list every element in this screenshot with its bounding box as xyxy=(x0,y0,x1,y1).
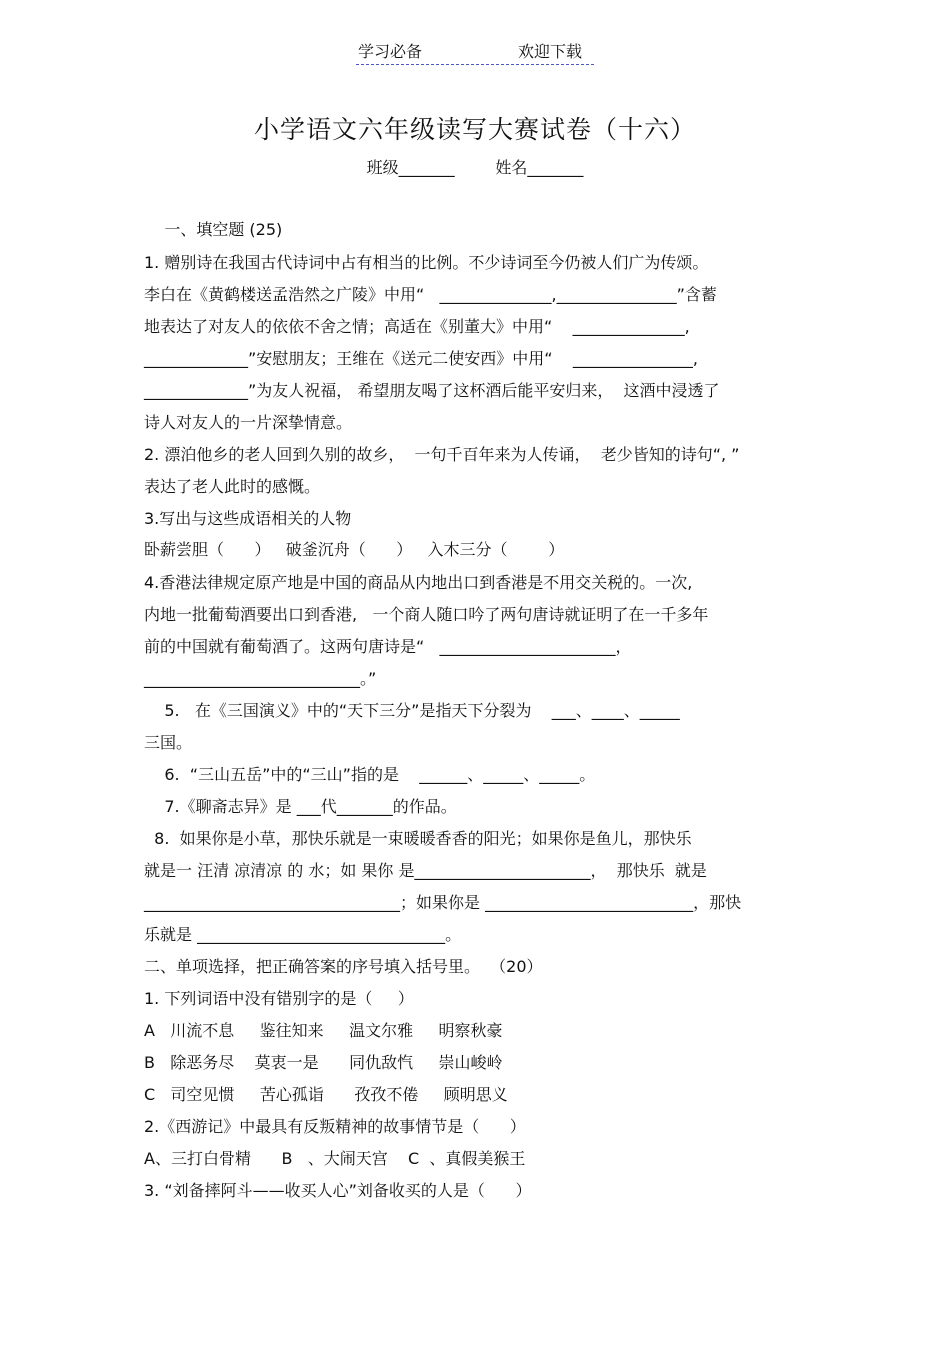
header-right-text: 欢迎下载 xyxy=(518,42,583,61)
text-line: 就是一 汪清 凉清凉 的 水；如 果你 是______________________， 那快乐 就是 xyxy=(144,861,707,880)
text-line: 诗人对友人的一片深挚情意。 xyxy=(144,413,353,432)
text-line: 6. “三山五岳”中的“三山”指的是 ______、_____、_____。 xyxy=(144,765,596,784)
name-field: 姓名_______ xyxy=(495,158,584,177)
class-field: 班级_______ xyxy=(366,158,455,177)
text-line: 3. “刘备摔阿斗——收买人心”刘备收买的人是（ ） xyxy=(144,1181,532,1200)
text-line: 1. 下列词语中没有错别字的是（ ） xyxy=(144,989,414,1008)
text-line: 1. 赠别诗在我国古代诗词中占有相当的比例。不少诗词至今仍被人们广为传颂。 xyxy=(144,253,709,272)
text-line: 前的中国就有葡萄酒了。这两句唐诗是“ ______________________， xyxy=(144,637,632,656)
text-line: 三国。 xyxy=(144,733,193,752)
text-line: A 川流不息 鉴往知来 温文尔雅 明察秋豪 xyxy=(144,1021,503,1040)
text-line: 4.香港法律规定原产地是中国的商品从内地出口到香港是不用交关税的。一次, xyxy=(144,573,693,592)
text-line: 李白在《黄鹤楼送孟浩然之广陵》中用“ ______________,_______________”含蓄 xyxy=(144,285,717,304)
text-line: ________________________________；如果你是 __________________________，那快 xyxy=(144,893,742,912)
section-heading: 一、填空题 (25) xyxy=(144,220,283,239)
page-header xyxy=(356,40,594,65)
text-line: A、三打白骨精 B 、大闹天宫 C 、真假美猴王 xyxy=(144,1149,526,1168)
text-line: 卧薪尝胆（ ） 破釜沉舟（ ） 入木三分（ ） xyxy=(144,540,565,559)
text-line: 7.《聊斋志异》是 ___代_______的作品。 xyxy=(144,797,457,816)
student-info xyxy=(0,156,950,180)
text-line: 地表达了对友人的依依不舍之情；高适在《别董大》中用“ ______________, xyxy=(144,317,690,336)
text-line: C 司空见惯 苦心孤诣 孜孜不倦 顾明思义 xyxy=(144,1085,508,1104)
text-line: 8. 如果你是小草，那快乐就是一束暖暖香香的阳光；如果你是鱼儿，那快乐 xyxy=(144,829,692,848)
text-line: 乐就是 _______________________________。 xyxy=(144,925,462,944)
text-line: 2.《西游记》中最具有反叛精神的故事情节是（ ） xyxy=(144,1117,526,1136)
text-line: _____________”安慰朋友；王维在《送元二使安西》中用“ _______________, xyxy=(144,349,699,368)
text-line: ___________________________。” xyxy=(144,669,377,688)
text-line: 表达了老人此时的感慨。 xyxy=(144,477,321,496)
text-line: _____________”为友人祝福， 希望朋友喝了这杯酒后能平安归来， 这酒中浸透了 xyxy=(144,381,720,400)
section-heading: 二、单项选择，把正确答案的序号填入括号里。 （20） xyxy=(144,957,543,976)
exam-title: 小学语文六年级读写大赛试卷（十六） xyxy=(253,115,696,144)
text-line: 内地一批葡萄酒要出口到香港, 一个商人随口吟了两句唐诗就证明了在一千多年 xyxy=(144,605,709,624)
header-left-text: 学习必备 xyxy=(358,42,423,61)
text-line: 3.写出与这些成语相关的人物 xyxy=(144,509,352,528)
text-line: B 除恶务尽 莫衷一是 同仇敌忾 崇山峻岭 xyxy=(144,1053,503,1072)
text-line: 2. 漂泊他乡的老人回到久别的故乡， 一句千百年来为人传诵， 老少皆知的诗句“, ” xyxy=(144,445,740,464)
text-line: 5. 在《三国演义》中的“天下三分”是指天下分裂为 ___、____、_____ xyxy=(144,701,680,720)
